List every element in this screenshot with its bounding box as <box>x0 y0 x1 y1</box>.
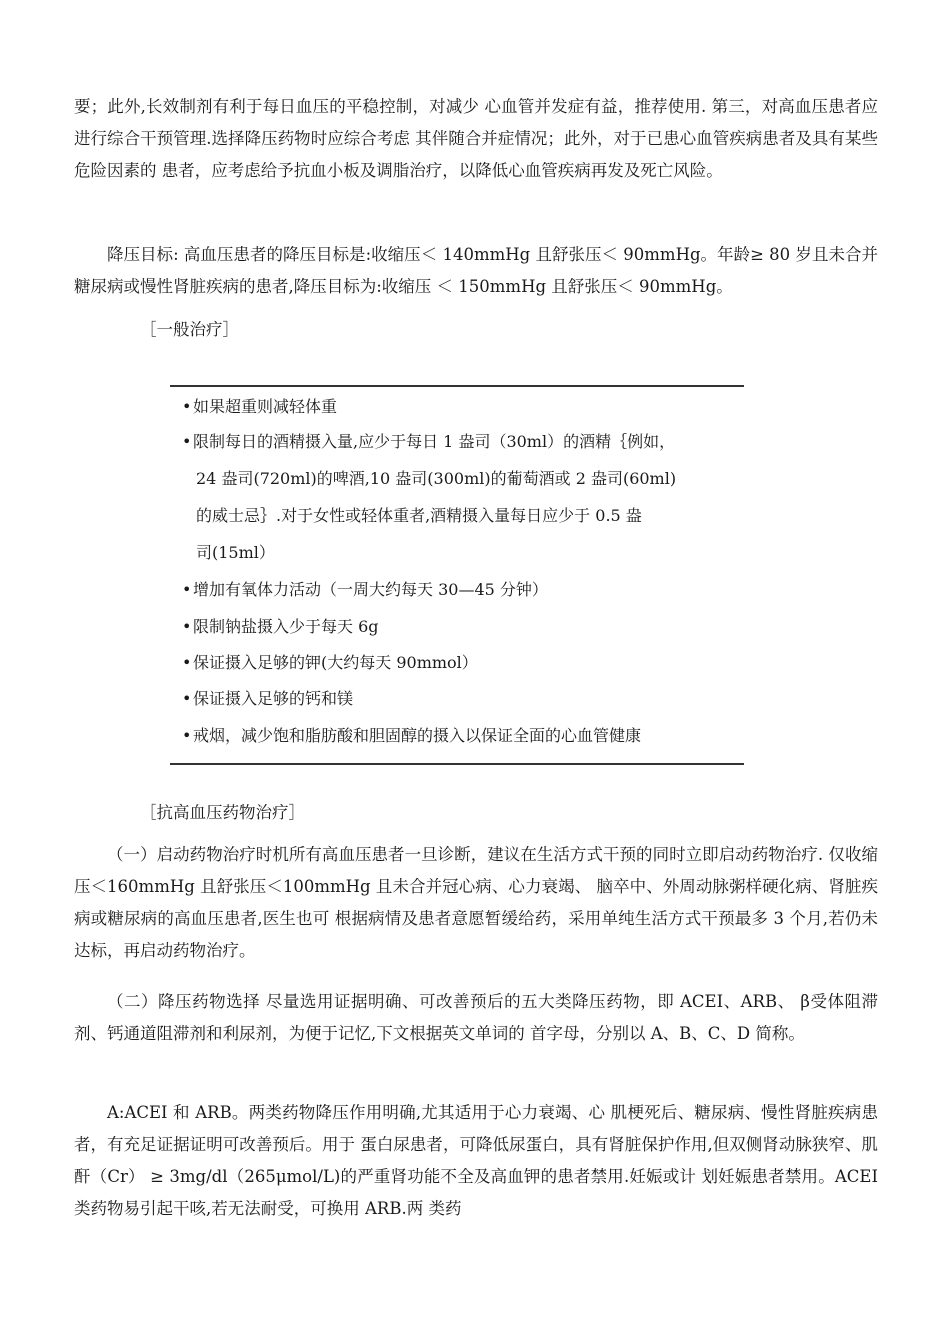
list-item-line: 的威士忌｝.对于女性或轻体重者,酒精摄入量每日应少于 0.5 盎 <box>196 506 642 525</box>
bullet-icon: • <box>182 617 192 636</box>
list-item: •保证摄入足够的钾(大约每天 90mmol） <box>182 648 742 678</box>
list-item: •戒烟，减少饱和脂肪酸和胆固醇的摄入以保证全面的心血管健康 <box>182 721 742 751</box>
bullet-icon: • <box>182 397 192 416</box>
bullet-icon: • <box>182 432 192 451</box>
list-item: •如果超重则减轻体重 <box>182 392 742 422</box>
list-item-line: 24 盎司(720ml)的啤酒,10 盎司(300ml)的葡萄酒或 2 盎司(60ml) <box>196 469 677 488</box>
paragraph-acei-arb: A:ACEI 和 ARB。两类药物降压作用明确,尤其适用于心力衰竭、心 肌梗死后、糖尿病、慢性肾脏疾病患者，有充足证据证明可改善预后。用于 蛋白尿患者，可降低尿蛋白，具有肾脏保护作用,但双侧肾动脉狭窄、肌酐（Cr） ≥ 3mg/dl（265μmol/L)的严重肾功能不全及高血钾的患者禁用.妊娠或计 划妊娠患者禁用。ACEI 类药物易引起干咳,若无法耐受，可换用 ARB.两 类药 <box>74 1103 878 1218</box>
bullet-icon: • <box>182 653 192 672</box>
list-item-line: 司(15ml） <box>196 543 275 562</box>
list-item: •增加有氧体力活动（一周大约每天 30—45 分钟） <box>182 575 742 605</box>
lifestyle-box <box>170 385 744 765</box>
list-item: •限制钠盐摄入少于每天 6g <box>182 612 742 642</box>
heading-drug-treatment: ［抗高血压药物治疗］ <box>140 803 305 822</box>
list-item: •限制每日的酒精摄入量,应少于每日 1 盎司（30ml）的酒精｛例如， 24 盎司(720ml)的啤酒,10 盎司(300ml)的葡萄酒或 2 盎司(60ml) 的威士忌｝.对于女性或轻体重者,酒精摄入量每日应少于 0.5 盎 司(15ml） <box>182 423 742 571</box>
list-item: •保证摄入足够的钙和镁 <box>182 684 742 714</box>
paragraph-start-timing: （一）启动药物治疗时机所有高血压患者一旦诊断，建议在生活方式干预的同时立即启动药物治疗. 仅收缩压＜160mmHg 且舒张压＜100mmHg 且未合并冠心病、心力衰竭、 脑卒中、外周动脉粥样硬化病、肾脏疾病或糖尿病的高血压患者,医生也可 根据病情及患者意愿暂缓给药，采用单纯生活方式干预最多 3 个月,若仍未达标，再启动药物治疗。 <box>74 845 878 960</box>
paragraph-recommendation: 要；此外,长效制剂有利于每日血压的平稳控制，对减少 心血管并发症有益，推荐使用. 第三，对高血压患者应进行综合干预管理.选择降压药物时应综合考虑 其伴随合并症情况；此外，对于已患心血管疾病患者及具有某些危险因素的 患者，应考虑给予抗血小板及调脂治疗，以降低心血管疾病再发及死亡风险。 <box>74 97 878 180</box>
bullet-icon: • <box>182 580 192 599</box>
paragraph-bp-target: 降压目标: 高血压患者的降压目标是:收缩压＜ 140mmHg 且舒张压＜ 90mmHg。年龄≥ 80 岁且未合并糖尿病或慢性肾脏疾病的患者,降压目标为:收缩压 ＜ 150mmHg 且舒张压＜ 90mmHg。 <box>74 245 878 296</box>
bullet-icon: • <box>182 726 192 745</box>
heading-general-treatment: ［一般治疗］ <box>140 320 239 339</box>
bullet-icon: • <box>182 689 192 708</box>
paragraph-drug-choice: （二）降压药物选择 尽量选用证据明确、可改善预后的五大类降压药物，即 ACEI、ARB、 β受体阻滞剂、钙通道阻滞剂和利尿剂，为便于记忆,下文根据英文单词的 首字母，分别以 A、B、C、D 简称。 <box>74 992 878 1043</box>
